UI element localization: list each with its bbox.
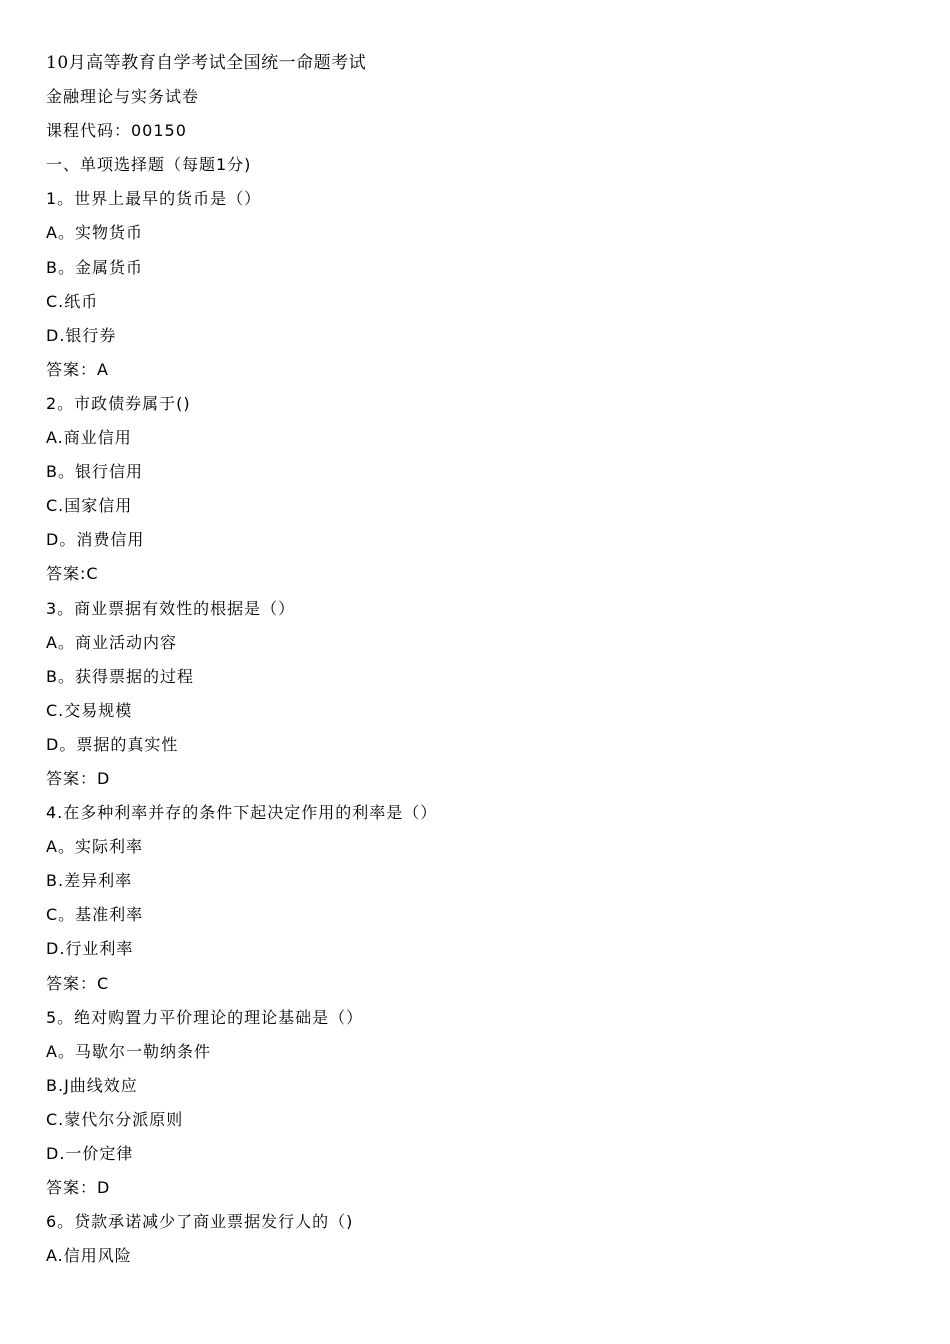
question-1-answer: 答案：A [46,359,109,379]
question-6-stem: 6。贷款承诺减少了商业票据发行人的（) [46,1212,354,1232]
section-title: 一、单项选择题（每题1分) [46,155,252,175]
question-5-option-a: A。马歇尔一勒纳条件 [46,1041,211,1061]
question-1-stem: 1。世界上最早的货币是（） [46,189,262,209]
question-3-option-a: A。商业活动内容 [46,632,177,652]
question-5-answer: 答案：D [46,1178,111,1198]
question-4-answer: 答案：C [46,973,110,993]
question-5-option-c: C.蒙代尔分派原则 [46,1109,184,1129]
question-3-answer: 答案：D [46,768,111,788]
question-5-option-d: D.一价定律 [46,1144,134,1163]
question-1-option-c: C.纸币 [46,291,99,311]
question-6-option-a: A.信用风险 [46,1246,132,1266]
question-1-option-a: A。实物货币 [46,223,143,243]
question-5-stem: 5。绝对购置力平价理论的理论基础是（） [46,1007,364,1027]
question-4-option-d: D.行业利率 [46,939,134,959]
question-5-option-b: B.J曲线效应 [46,1075,138,1095]
question-2-option-b: B。银行信用 [46,462,143,482]
exam-document [46,46,906,1273]
question-1-option-d: D.银行券 [46,325,117,345]
question-2-option-a: A.商业信用 [46,428,132,448]
exam-title: 10月高等教育自学考试全国统一命题考试 [46,53,367,73]
question-3-option-c: C.交易规模 [46,700,133,720]
course-code: 课程代码：00150 [46,121,187,141]
question-4-stem: 4.在多种利率并存的条件下起决定作用的利率是（） [46,803,438,823]
question-3-option-d: D。票据的真实性 [46,734,179,754]
question-2-option-d: D。消费信用 [46,530,145,550]
question-4-option-c: C。基准利率 [46,905,144,925]
question-1-option-b: B。金属货币 [46,257,143,277]
question-3-option-b: B。获得票据的过程 [46,666,194,686]
question-2-answer: 答案:C [46,564,99,584]
question-2-stem: 2。市政债券属于() [46,393,191,413]
paper-title: 金融理论与实务试卷 [46,87,200,107]
question-2-option-c: C.国家信用 [46,496,133,516]
question-4-option-a: A。实际利率 [46,837,143,857]
question-4-option-b: B.差异利率 [46,871,133,891]
question-3-stem: 3。商业票据有效性的根据是（） [46,598,296,618]
